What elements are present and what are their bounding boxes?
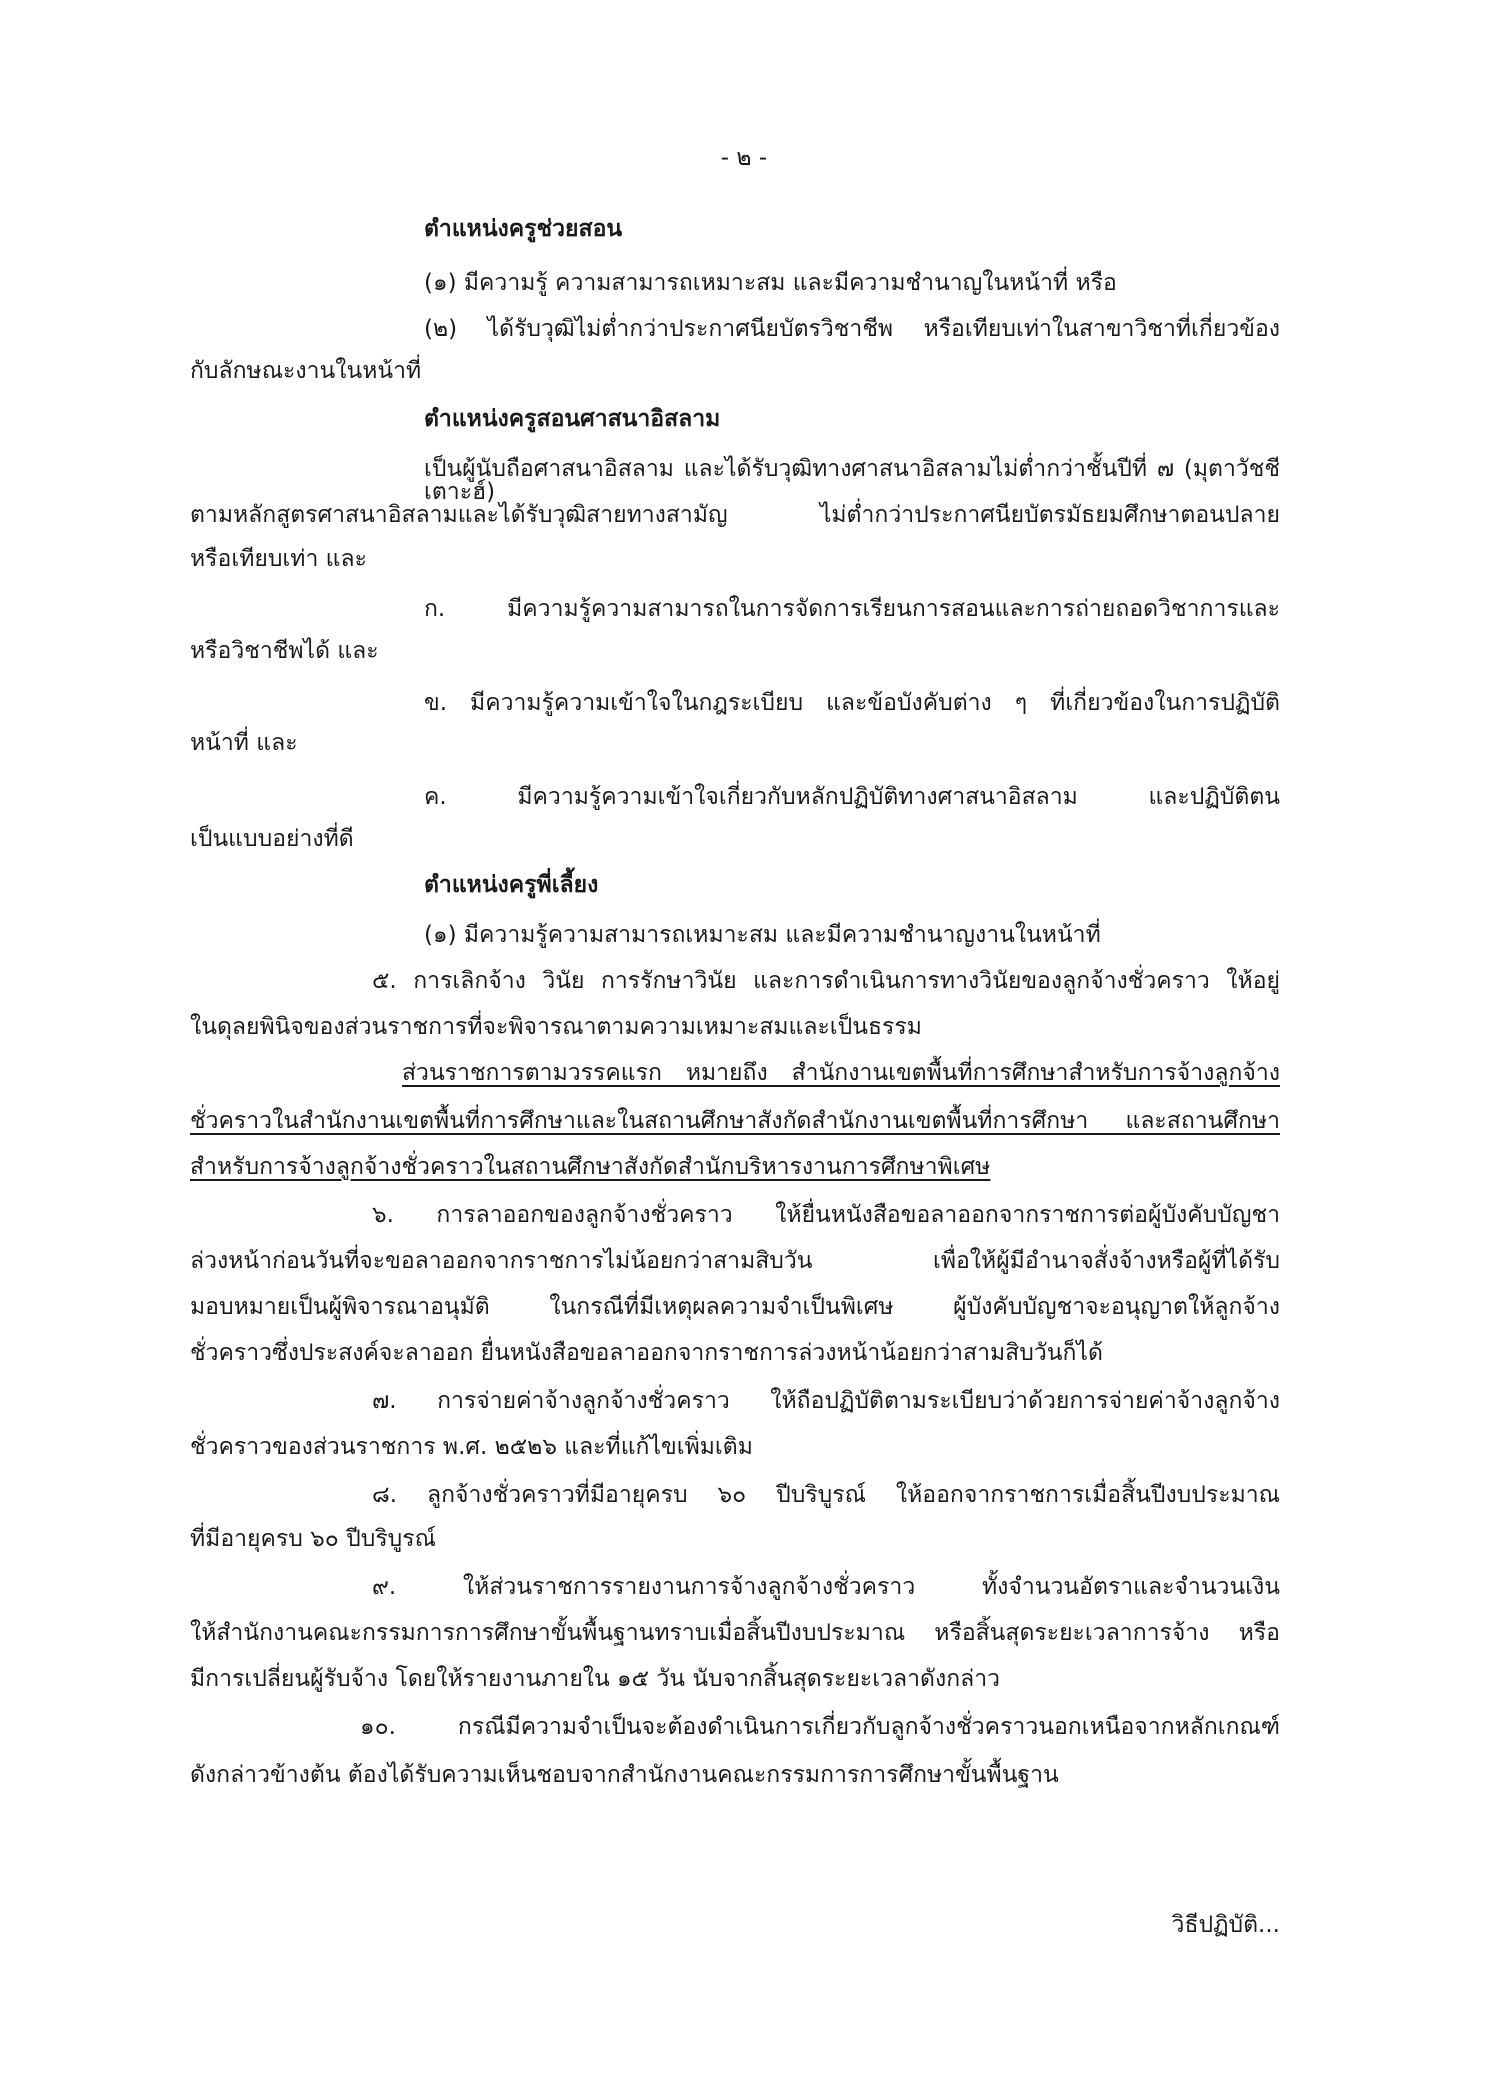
clause-6-line-2: ล่วงหน้าก่อนวันที่จะขอลาออกจากราชการไม่น้อยกว่าสามสิบวัน เพื่อให้ผู้มีอำนาจสั่งจ้างหรือผู้ที่ได้รับ bbox=[190, 1248, 1280, 1274]
clause-9-line-1: ๙. ให้ส่วนราชการรายงานการจ้างลูกจ้างชั่วคราว ทั้งจำนวนอัตราและจำนวนเงิน bbox=[372, 1574, 1280, 1600]
clause-6-line-4: ชั่วคราวซึ่งประสงค์จะลาออก ยื่นหนังสือขอลาออกจากราชการล่วงหน้าน้อยกว่าสามสิบวันก็ได้ bbox=[190, 1340, 1103, 1366]
heading-assistant-teacher: ตำแหน่งครูช่วยสอน bbox=[424, 216, 623, 242]
clause-6-line-1: ๖. การลาออกของลูกจ้างชั่วคราว ให้ยื่นหนังสือขอลาออกจากราชการต่อผู้บังคับบัญชา bbox=[372, 1202, 1280, 1228]
islam-teacher-a-line-2: หรือวิชาชีพได้ และ bbox=[190, 638, 379, 664]
assistant-teacher-item-1: (๑) มีความรู้ ความสามารถเหมาะสม และมีความชำนาญในหน้าที่ หรือ bbox=[424, 270, 1117, 296]
nanny-teacher-item-1: (๑) มีความรู้ความสามารถเหมาะสม และมีความชำนาญงานในหน้าที่ bbox=[424, 922, 1101, 948]
clause-5-underlined-line-1: ส่วนราชการตามวรรคแรก หมายถึง สำนักงานเขตพื้นที่การศึกษาสำหรับการจ้างลูกจ้าง bbox=[402, 1060, 1280, 1086]
assistant-teacher-item-2-line-2: กับลักษณะงานในหน้าที่ bbox=[190, 358, 422, 384]
heading-nanny-teacher: ตำแหน่งครูพี่เลี้ยง bbox=[424, 872, 599, 898]
clause-5-underlined-line-2: ชั่วคราวในสำนักงานเขตพื้นที่การศึกษาและในสถานศึกษาสังกัดสำนักงานเขตพื้นที่การศึกษา และสถานศึกษา bbox=[190, 1108, 1280, 1134]
page-number: - ๒ - bbox=[720, 145, 768, 171]
clause-10-line-2: ดังกล่าวข้างต้น ต้องได้รับความเห็นชอบจากสำนักงานคณะกรรมการการศึกษาขั้นพื้นฐาน bbox=[190, 1762, 1059, 1788]
islam-teacher-b-line-1: ข. มีความรู้ความเข้าใจในกฎระเบียบ และข้อบังคับต่าง ๆ ที่เกี่ยวข้องในการปฏิบัติ bbox=[424, 690, 1280, 716]
clause-8-line-1: ๘. ลูกจ้างชั่วคราวที่มีอายุครบ ๖๐ ปีบริบูรณ์ ให้ออกจากราชการเมื่อสิ้นปีงบประมาณ bbox=[372, 1482, 1280, 1508]
clause-7-line-1: ๗. การจ่ายค่าจ้างลูกจ้างชั่วคราว ให้ถือปฏิบัติตามระเบียบว่าด้วยการจ่ายค่าจ้างลูกจ้าง bbox=[372, 1388, 1280, 1414]
clause-9-line-2: ให้สำนักงานคณะกรรมการการศึกษาขั้นพื้นฐานทราบเมื่อสิ้นปีงบประมาณ หรือสิ้นสุดระยะเวลาการจ้าง หรือ bbox=[190, 1620, 1280, 1646]
islam-teacher-a-line-1: ก. มีความรู้ความสามารถในการจัดการเรียนการสอนและการถ่ายถอดวิชาการและ bbox=[424, 596, 1280, 622]
islam-teacher-c-line-2: เป็นแบบอย่างที่ดี bbox=[190, 826, 354, 852]
clause-10-line-1: ๑๐. กรณีมีความจำเป็นจะต้องดำเนินการเกี่ยวกับลูกจ้างชั่วคราวนอกเหนือจากหลักเกณฑ์ bbox=[360, 1714, 1280, 1740]
islam-teacher-intro-line-1: เป็นผู้นับถือศาสนาอิสลาม และได้รับวุฒิทางศาสนาอิสลามไม่ต่ำกว่าชั้นปีที่ ๗ (มุตาวัชชีเตาะฮ์) bbox=[424, 456, 1280, 505]
islam-teacher-intro-line-2: ตามหลักสูตรศาสนาอิสลามและได้รับวุฒิสายทางสามัญ ไม่ต่ำกว่าประกาศนียบัตรมัธยมศึกษาตอนปลาย bbox=[190, 502, 1280, 528]
islam-teacher-c-line-1: ค. มีความรู้ความเข้าใจเกี่ยวกับหลักปฏิบัติทางศาสนาอิสลาม และปฏิบัติตน bbox=[424, 784, 1280, 810]
clause-7-line-2: ชั่วคราวของส่วนราชการ พ.ศ. ๒๕๒๖ และที่แก้ไขเพิ่มเติม bbox=[190, 1434, 753, 1460]
heading-islam-teacher: ตำแหน่งครูสอนศาสนาอิสลาม bbox=[424, 406, 721, 432]
clause-6-line-3: มอบหมายเป็นผู้พิจารณาอนุมัติ ในกรณีที่มีเหตุผลความจำเป็นพิเศษ ผู้บังคับบัญชาจะอนุญาตให้ลูกจ้าง bbox=[190, 1294, 1280, 1320]
clause-8-line-2: ที่มีอายุครบ ๖๐ ปีบริบูรณ์ bbox=[190, 1526, 436, 1552]
clause-5-line-2: ในดุลยพินิจของส่วนราชการที่จะพิจารณาตามความเหมาะสมและเป็นธรรม bbox=[190, 1014, 922, 1040]
clause-5-underlined-line-3: สำหรับการจ้างลูกจ้างชั่วคราวในสถานศึกษาสังกัดสำนักบริหารงานการศึกษาพิเศษ bbox=[190, 1154, 991, 1180]
assistant-teacher-item-2-line-1: (๒) ได้รับวุฒิไม่ต่ำกว่าประกาศนียบัตรวิชาชีพ หรือเทียบเท่าในสาขาวิชาที่เกี่ยวข้อง bbox=[424, 316, 1280, 342]
continuation-text: วิธีปฏิบัติ... bbox=[1171, 1912, 1280, 1938]
islam-teacher-b-line-2: หน้าที่ และ bbox=[190, 730, 298, 756]
islam-teacher-intro-line-3: หรือเทียบเท่า และ bbox=[190, 546, 367, 572]
clause-5-line-1: ๕. การเลิกจ้าง วินัย การรักษาวินัย และการดำเนินการทางวินัยของลูกจ้างชั่วคราว ให้อยู่ bbox=[372, 968, 1280, 994]
clause-9-line-3: มีการเปลี่ยนผู้รับจ้าง โดยให้รายงานภายใน ๑๕ วัน นับจากสิ้นสุดระยะเวลาดังกล่าว bbox=[190, 1666, 1001, 1692]
